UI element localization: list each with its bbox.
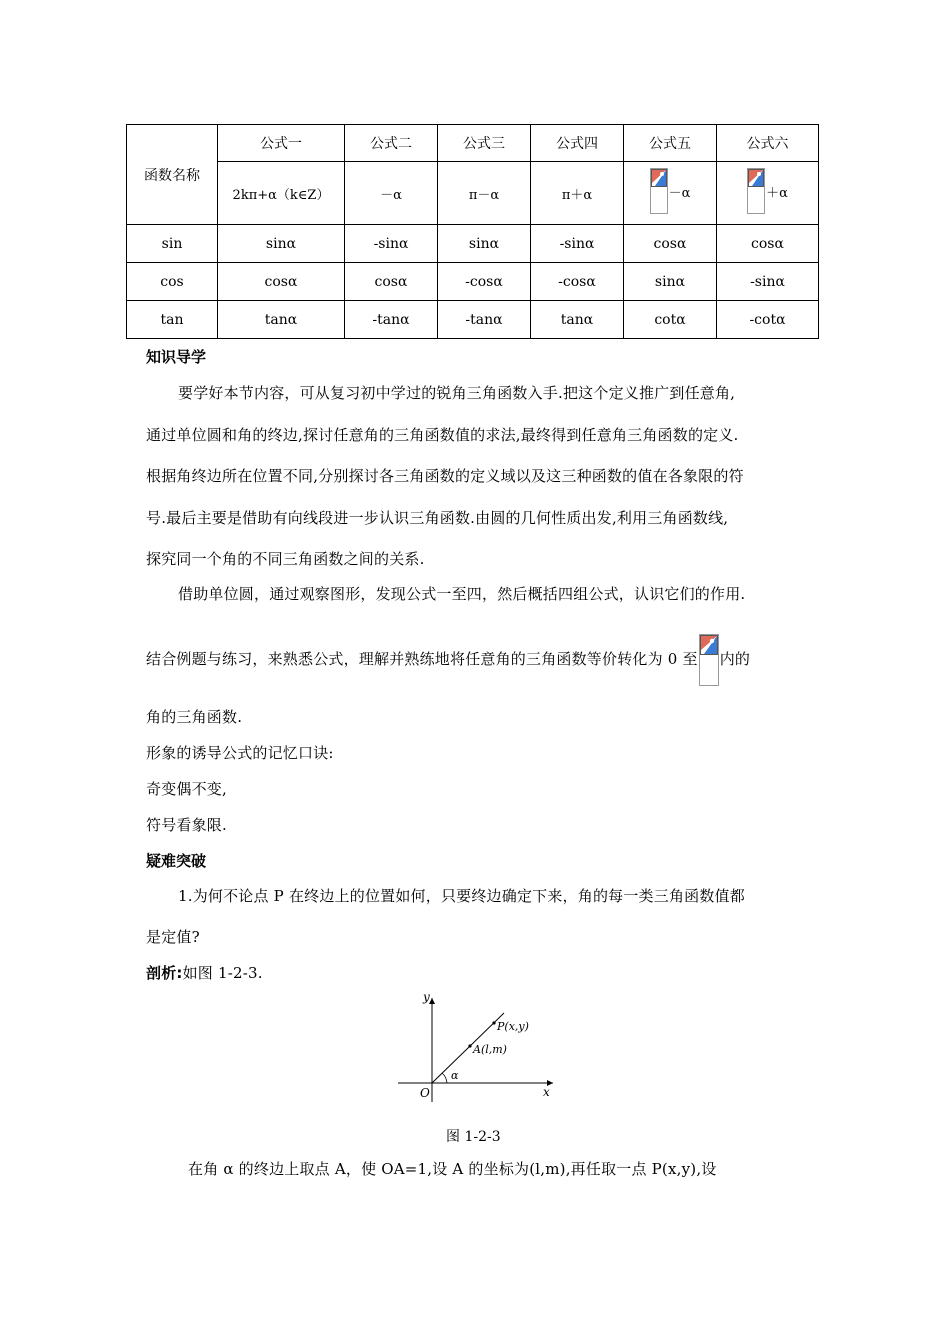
mnemonic-line: 奇变偶不变, [146,780,227,798]
induction-formula-table [126,124,819,339]
table-cell: sinα [218,225,345,263]
paragraph-line: 角的三角函数. [146,708,243,726]
paragraph-line: 通过单位圆和角的终边,探讨任意角的三角函数值的求法,最终得到任意角三角函数的定义. [146,426,739,444]
paragraph-line: 要学好本节内容，可从复习初中学过的锐角三角函数入手.把这个定义推广到任意角, [178,384,736,402]
paragraph-line: 号.最后主要是借助有向线段进一步认识三角函数.由圆的几何性质出发,利用三角函数线, [146,509,729,527]
fn-name: sin [127,225,218,263]
row-header-cell [127,125,218,225]
x-axis-label: x [543,1085,550,1099]
paragraph-line-with-image [146,634,750,686]
table-row-sin [127,225,819,263]
table-cell: cotα [624,301,717,339]
table-cell: cosα [218,263,345,301]
section-title-difficulty: 疑难突破 [146,852,207,870]
table-cell: tanα [531,301,624,339]
paragraph-line: 借助单位圆，通过观察图形，发现公式一至四，然后概括四组公式，认识它们的作用. [178,585,746,603]
paragraph-line: 在角 α 的终边上取点 A，使 OA=1,设 A 的坐标为(l,m),再任取一点 P(x,y),设 [188,1160,717,1178]
mnemonic-line: 符号看象限. [146,816,227,834]
table-row-tan [127,301,819,339]
question-line: 是定值? [146,928,200,946]
formula-expr-1: 2kπ+α（k∈Z） [218,162,345,225]
formula-name-2: 公式二 [345,125,438,162]
section-title-guide: 知识导学 [146,348,207,366]
table-cell: tanα [218,301,345,339]
table-row-cos [127,263,819,301]
y-axis-label: y [423,990,430,1004]
point-p-label: P(x,y) [497,1020,529,1033]
table-cell: cosα [624,225,717,263]
origin-label: O [420,1086,430,1100]
point-a-label: A(l,m) [473,1043,507,1056]
formula-expr-4: π＋α [531,162,624,225]
angle-label: α [451,1069,459,1082]
row-header-label: 函数名称 [144,167,200,184]
fn-name: cos [127,263,218,301]
table-cell: -tanα [345,301,438,339]
broken-image-icon [747,168,765,214]
formula-name-4: 公式四 [531,125,624,162]
table-cell: -sinα [531,225,624,263]
formula-expr-2: －α [345,162,438,225]
formula-expr-5: －α [668,185,691,201]
unit-circle-figure [395,990,565,1105]
table-cell: -cosα [438,263,531,301]
formula-expr-3: π－α [438,162,531,225]
table-cell: -cotα [717,301,819,339]
fn-name: tan [127,301,218,339]
table-cell: -sinα [345,225,438,263]
paragraph-line: 探究同一个角的不同三角函数之间的关系. [146,550,425,568]
figure-caption: 图 1-2-3 [446,1129,501,1145]
table-cell: cosα [717,225,819,263]
broken-image-icon [650,168,668,214]
paragraph-text: 结合例题与练习，来熟悉公式，理解并熟练地将任意角的三角函数等价转化为 0 至 [146,650,698,668]
analysis-text: 如图 1-2-3. [182,964,263,982]
formula-expr-6: ＋α [766,185,788,201]
formula-name-5: 公式五 [624,125,717,162]
analysis-line [146,962,263,983]
table-cell: -tanα [438,301,531,339]
point-p-dot [492,1021,495,1024]
formula-expr-5-cell [624,162,717,225]
table-cell: sinα [438,225,531,263]
table-cell: cosα [345,263,438,301]
analysis-label: 剖析: [146,964,183,982]
table-cell: sinα [624,263,717,301]
formula-name-6: 公式六 [717,125,819,162]
formula-name-1: 公式一 [218,125,345,162]
formula-name-3: 公式三 [438,125,531,162]
question-line: 1.为何不论点 P 在终边上的位置如何，只要终边确定下来，角的每一类三角函数值都 [178,887,745,905]
paragraph-text: 内的 [719,650,751,668]
angle-arc [442,1073,447,1083]
table-cell: -cosα [531,263,624,301]
formula-expr-6-cell [717,162,819,225]
table-cell: -sinα [717,263,819,301]
paragraph-line: 根据角终边所在位置不同,分别探讨各三角函数的定义域以及这三种函数的值在各象限的符 [146,467,744,485]
point-a-dot [468,1044,471,1047]
mnemonic-title: 形象的诱导公式的记忆口诀: [146,744,334,762]
broken-image-icon [699,634,719,686]
